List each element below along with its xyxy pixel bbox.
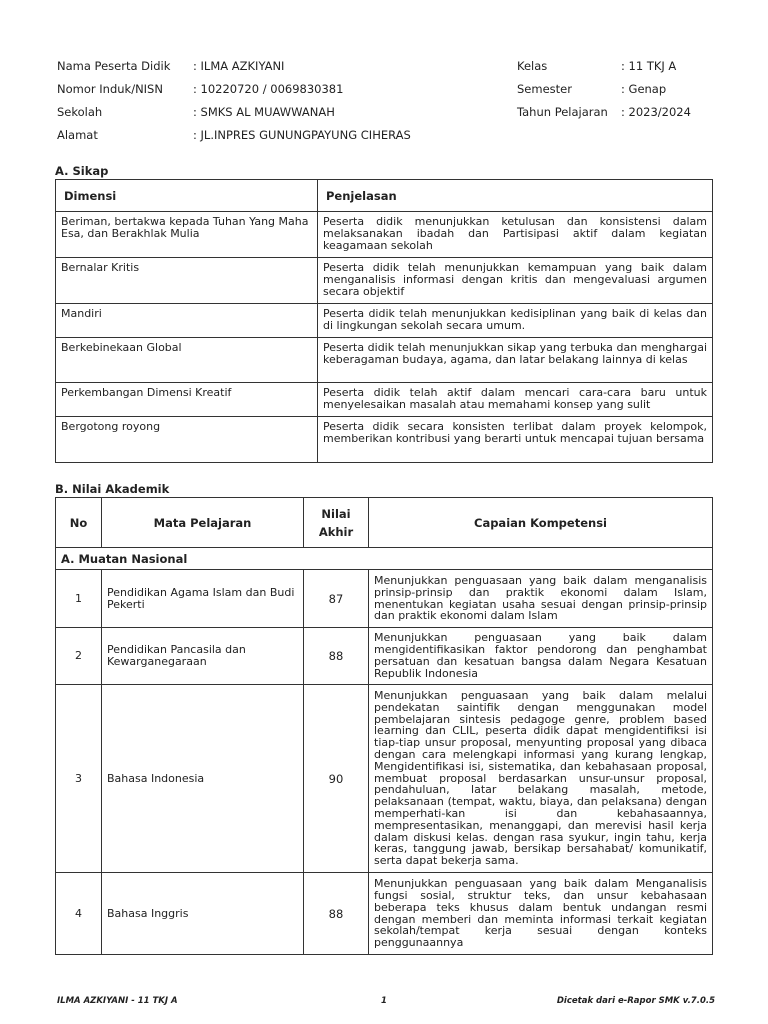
- table-row: [56, 873, 713, 955]
- mapel-cell: Bahasa Indonesia: [102, 685, 304, 873]
- kelas-label: Kelas: [517, 58, 548, 73]
- info-row: [57, 54, 717, 77]
- dimensi-cell: Mandiri: [56, 304, 318, 338]
- col-mapel: Mata Pelajaran: [102, 498, 304, 548]
- nama-value: : ILMA AZKIYANI: [193, 58, 285, 73]
- dimensi-cell: Beriman, bertakwa kepada Tuhan Yang Maha Esa, dan Berakhlak Mulia: [56, 212, 318, 258]
- no-cell: 2: [56, 628, 102, 685]
- footer-page-number: 1: [381, 996, 387, 1006]
- capaian-cell: Menunjukkan penguasaan yang baik dalam mengidentifikasikan faktor pendorong dan penghambat persatuan dan kesatuan bangsa dalam Negara Kesatuan Republik Indonesia: [369, 628, 713, 685]
- nisn-label: Nomor Induk/NISN: [57, 81, 163, 96]
- sikap-title: A. Sikap: [55, 164, 109, 178]
- table-row: [56, 628, 713, 685]
- sikap-header-row: [56, 180, 713, 212]
- alamat-label: Alamat: [57, 127, 98, 142]
- penjelasan-cell: Peserta didik telah menunjukkan sikap yang terbuka dan menghargai keberagaman budaya, agama, dan latar belakang lainnya di kelas: [318, 338, 713, 383]
- penjelasan-cell: Peserta didik menunjukkan ketulusan dan konsistensi dalam melaksanakan ibadah dan Partisipasi aktif dalam kegiatan keagamaan sekolah: [318, 212, 713, 258]
- penjelasan-cell: Peserta didik secara konsisten terlibat dalam proyek kelompok, memberikan kontribusi yang berarti untuk mencapai tujuan bersama: [318, 417, 713, 463]
- table-row: [56, 383, 713, 417]
- tahun-value: : 2023/2024: [621, 104, 691, 119]
- penjelasan-cell: Peserta didik telah menunjukkan kemampuan yang baik dalam menganalisis informasi dengan kritis dan mengevaluasi argumen secara objektif: [318, 258, 713, 304]
- table-row: [56, 212, 713, 258]
- info-row: [57, 100, 717, 123]
- penjelasan-cell: Peserta didik telah aktif dalam mencari cara-cara baru untuk menyelesaikan masalah atau memahami konsep yang sulit: [318, 383, 713, 417]
- nilai-cell: 88: [304, 628, 369, 685]
- col-dimensi: Dimensi: [56, 180, 318, 212]
- akademik-header-row: [56, 498, 713, 548]
- col-capaian: Capaian Kompetensi: [369, 498, 713, 548]
- sekolah-value: : SMKS AL MUAWWANAH: [193, 104, 335, 119]
- sekolah-label: Sekolah: [57, 104, 103, 119]
- akademik-title: B. Nilai Akademik: [55, 482, 170, 496]
- capaian-cell: Menunjukkan penguasaan yang baik dalam menganalisis prinsip-prinsip dan praktik ekonomi dalam Islam, menentukan kegiatan usaha sesuai dengan prinsip-prinsip dan praktik ekonomi dalam Islam: [369, 570, 713, 628]
- col-penjelasan: Penjelasan: [318, 180, 713, 212]
- table-row: [56, 685, 713, 873]
- no-cell: 3: [56, 685, 102, 873]
- semester-value: : Genap: [621, 81, 667, 96]
- footer-student: ILMA AZKIYANI - 11 TKJ A: [57, 996, 178, 1006]
- mapel-cell: Pendidikan Pancasila dan Kewarganegaraan: [102, 628, 304, 685]
- sikap-table: [55, 179, 713, 463]
- col-no: No: [56, 498, 102, 548]
- mapel-cell: Pendidikan Agama Islam dan Budi Pekerti: [102, 570, 304, 628]
- capaian-cell: Menunjukkan penguasaan yang baik dalam melalui pendekatan saintifik dengan menggunakan model pembelajaran sintesis pedagoge genre, problem based learning dan CLIL, peserta didik dapat mengidentifiksi isi tiap-tiap unsur proposal, menyunting proposal yang dibaca dengan cara melengkapi informasi yang kurang lengkap, Mengidentifikasi isi, sistematika, dan kebahasaan proposal, membuat proposal berdasarkan unsur-unsur proposal, pendahuluan, latar belakang masalah, metode, pelaksanaan (tempat, waktu, biaya, dan pelaksana) dengan memperhati-kan isi dan kebahasaannya, mempresentasikan, menanggapi, dan merevisi hasil kerja dalam diskusi kelas. dengan rasa syukur, ingin tahu, kerja keras, tanggung jawab, bersikap bersahabat/ komunikatif, serta dapat bekerja sama.: [369, 685, 713, 873]
- nama-label: Nama Peserta Didik: [57, 58, 171, 73]
- capaian-cell: Menunjukkan penguasaan yang baik dalam Menganalisis fungsi sosial, struktur teks, dan unsur kebahasaan beberapa teks khusus dalam bentuk undangan resmi dengan memberi dan meminta informasi terkait kegiatan sekolah/tempat kerja sesuai dengan konteks penggunaannya: [369, 873, 713, 955]
- nilai-cell: 90: [304, 685, 369, 873]
- dimensi-cell: Bergotong royong: [56, 417, 318, 463]
- tahun-label: Tahun Pelajaran: [517, 104, 608, 119]
- student-info: [57, 54, 717, 146]
- dimensi-cell: Berkebinekaan Global: [56, 338, 318, 383]
- table-row: [56, 304, 713, 338]
- alamat-value: : JL.INPRES GUNUNGPAYUNG CIHERAS: [193, 127, 411, 142]
- mapel-cell: Bahasa Inggris: [102, 873, 304, 955]
- table-row: [56, 338, 713, 383]
- table-row: [56, 570, 713, 628]
- info-row: [57, 123, 717, 146]
- dimensi-cell: Perkembangan Dimensi Kreatif: [56, 383, 318, 417]
- table-row: [56, 258, 713, 304]
- footer-printed-by: Dicetak dari e-Rapor SMK v.7.0.5: [556, 996, 715, 1006]
- semester-label: Semester: [517, 81, 572, 96]
- no-cell: 4: [56, 873, 102, 955]
- nisn-value: : 10220720 / 0069830381: [193, 81, 344, 96]
- dimensi-cell: Bernalar Kritis: [56, 258, 318, 304]
- group-row: [56, 548, 713, 570]
- penjelasan-cell: Peserta didik telah menunjukkan kedisiplinan yang baik di kelas dan di lingkungan sekolah secara umum.: [318, 304, 713, 338]
- nilai-cell: 88: [304, 873, 369, 955]
- col-nilai: Nilai Akhir: [304, 498, 369, 548]
- nilai-cell: 87: [304, 570, 369, 628]
- no-cell: 1: [56, 570, 102, 628]
- table-row: [56, 417, 713, 463]
- kelas-value: : 11 TKJ A: [621, 58, 677, 73]
- akademik-table: [55, 497, 713, 955]
- info-row: [57, 77, 717, 100]
- group-label: A. Muatan Nasional: [56, 548, 713, 570]
